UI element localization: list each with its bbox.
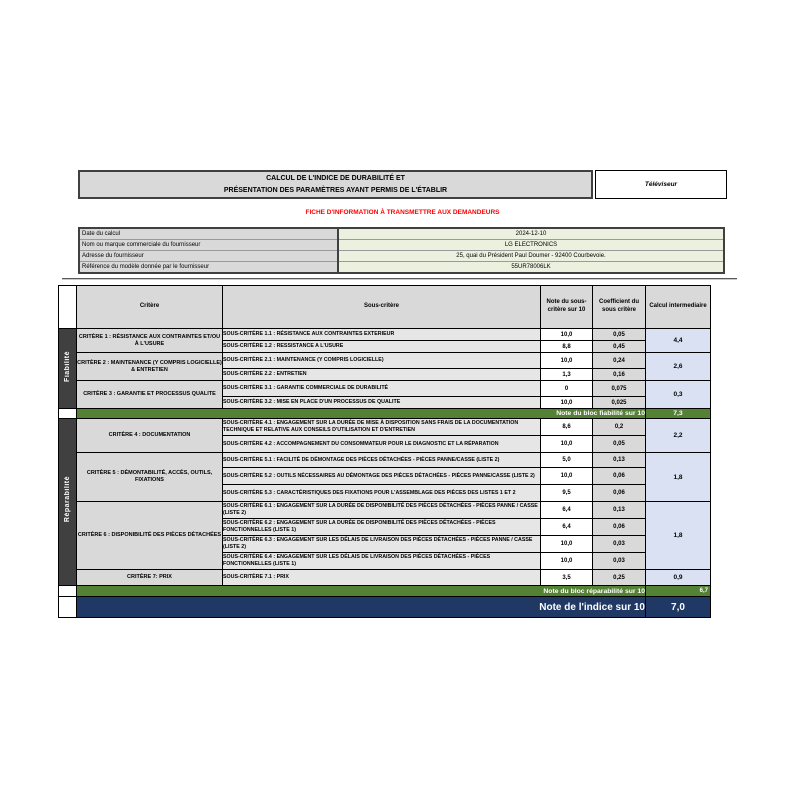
table-row: [59, 329, 711, 341]
subcriterion-cell-3-1: SOUS-CRITÈRE 3.1 : GARANTIE COMMERCIALE DE DURABILITÉ: [223, 381, 541, 397]
subcriterion-cell-6-3: SOUS-CRITÈRE 6.3 : ENGAGEMENT SUR LES DÉLAIS DE LIVRAISON DES PIÈCES DÉTACHÉES - PIÈCES PANNE / CASSE (LISTE 2): [223, 536, 541, 553]
subcriterion-cell-4-2: SOUS-CRITÈRE 4.2 : ACCOMPAGNEMENT DU CONSOMMATEUR POUR LE DIAGNOSTIC ET LA RÉPARATION: [223, 436, 541, 453]
coeff-cell-6-3: 0,03: [593, 536, 646, 553]
note-cell-2-1: 10,0: [541, 353, 593, 369]
coeff-cell-6-1: 0,13: [593, 502, 646, 519]
supplier-info-table: [78, 227, 725, 274]
subcriterion-cell-5-2: SOUS-CRITÈRE 5.2 : OUTILS NÉCESSAIRES AU DÉMONTAGE DES PIÈCES DÉTACHÉES - PIÈCES PANNE/CASSE (LISTE 2): [223, 468, 541, 485]
index-score-label: Note de l'indice sur 10: [77, 597, 646, 618]
fiabilite-vertical-text: Fiabilité: [64, 350, 71, 382]
note-cell-1-2: 8,8: [541, 341, 593, 353]
reparabilite-vertical-text: Réparabilité: [64, 476, 71, 523]
page-title: [78, 170, 593, 199]
fiabilite-block-label: [59, 329, 77, 409]
note-cell-5-2: 10,0: [541, 468, 593, 485]
calc-cell-1: 4,4: [646, 329, 711, 353]
table-row: [79, 262, 724, 274]
coeff-cell-7-1: 0,25: [593, 570, 646, 586]
table-row: [79, 251, 724, 262]
subcriterion-cell-6-1: SOUS-CRITÈRE 6.1 : ENGAGEMENT SUR LA DURÉE DE DISPONIBILITÉ DES PIÈCES DÉTACHÉES - PIÈCES PANNE / CASSE (LISTE 2): [223, 502, 541, 519]
subcriterion-cell-2-1: SOUS-CRITÈRE 2.1 : MAINTENANCE (Y COMPRIS LOGICIELLE): [223, 353, 541, 369]
info-label-model-ref: Référence du modèle donnée par le fournisseur: [79, 262, 338, 274]
criterion-cell-2: CRITÈRE 2 : MAINTENANCE (Y COMPRIS LOGICIELLE) & ENTRETIEN: [77, 353, 223, 381]
note-cell-6-3: 10,0: [541, 536, 593, 553]
subcriterion-cell-5-3: SOUS-CRITÈRE 5.3 : CARACTÉRISTIQUES DES FIXATIONS POUR L'ASSEMBLAGE DES PIÈCES DES LISTES 1 ET 2: [223, 485, 541, 502]
product-type-box: [595, 170, 727, 199]
subcriterion-cell-4-1: SOUS-CRITÈRE 4.1 : ENGAGEMENT SUR LA DURÉE DE MISE À DISPOSITION SANS FRAIS DE LA DOCUMENTATION TECHNIQUE ET RELATIVE AUX CONSEILS D'UTILISATION ET D'ENTRETIEN: [223, 419, 541, 436]
note-cell-7-1: 3,5: [541, 570, 593, 586]
page-title-line1: CALCUL DE L'INDICE DE DURABILITÉ ET: [266, 174, 405, 182]
note-cell-6-2: 6,4: [541, 519, 593, 536]
coeff-cell-5-3: 0,06: [593, 485, 646, 502]
table-header-row: [59, 286, 711, 329]
calc-cell-3: 0,3: [646, 381, 711, 409]
note-cell-4-1: 8,6: [541, 419, 593, 436]
spacer-cell: [59, 409, 77, 419]
subcriterion-cell-1-1: SOUS-CRITÈRE 1.1 : RÉSISTANCE AUX CONTRAINTES EXTERIEUR: [223, 329, 541, 341]
table-row: [59, 353, 711, 369]
fiabilite-score-row: [59, 409, 711, 419]
note-cell-2-2: 1,3: [541, 369, 593, 381]
col-header-calcul: Calcul intermediaire: [646, 286, 711, 329]
note-cell-6-4: 10,0: [541, 553, 593, 570]
spacer-cell: [59, 586, 77, 597]
index-score-value: 7,0: [646, 597, 711, 618]
title-bar: [78, 170, 727, 199]
coeff-cell-1-1: 0,05: [593, 329, 646, 341]
calc-cell-2: 2,6: [646, 353, 711, 381]
fiabilite-score-value: 7,3: [646, 409, 711, 419]
reparabilite-score-label: Note du bloc réparabilité sur 10: [77, 586, 646, 597]
coeff-cell-4-2: 0,05: [593, 436, 646, 453]
coeff-cell-2-2: 0,16: [593, 369, 646, 381]
page-title-line2: PRÉSENTATION DES PARAMÈTRES AYANT PERMIS DE L'ÉTABLIR: [223, 186, 448, 194]
criterion-cell-6: CRITÈRE 6 : DISPONIBILITÉ DES PIÈCES DÉTACHÉES: [77, 502, 223, 570]
note-cell-4-2: 10,0: [541, 436, 593, 453]
table-row: [79, 240, 724, 251]
table-row: [59, 453, 711, 468]
note-cell-3-2: 10,0: [541, 397, 593, 409]
coeff-cell-4-1: 0,2: [593, 419, 646, 436]
info-label-supplier-address: Adresse du fournisseur: [79, 251, 338, 262]
subcriterion-cell-1-2: SOUS-CRITÈRE 1.2 : RESSISTANCE A L'USURE: [223, 341, 541, 353]
table-row: [59, 419, 711, 436]
calc-cell-4: 2,2: [646, 419, 711, 453]
table-row: [59, 381, 711, 397]
col-header-critere: Critère: [77, 286, 223, 329]
table-row: [79, 228, 724, 240]
note-cell-3-1: 0: [541, 381, 593, 397]
subcriterion-cell-3-2: SOUS-CRITÈRE 3.2 : MISE EN PLACE D'UN PROCESSUS DE QUALITE: [223, 397, 541, 409]
info-value-model-ref: 55UR78006LK: [338, 262, 724, 274]
info-value-supplier-address: 25, quai du Président Paul Doumer - 92400 Courbevoie.: [338, 251, 724, 262]
index-score-row: [59, 597, 711, 618]
fiabilite-score-label: Note du bloc fiabilité sur 10: [77, 409, 646, 419]
calc-cell-6: 1,8: [646, 502, 711, 570]
note-cell-5-1: 5,0: [541, 453, 593, 468]
criteria-table-wrap: [58, 285, 711, 618]
coeff-cell-5-2: 0,06: [593, 468, 646, 485]
subcriterion-cell-7-1: SOUS-CRITÈRE 7.1 : PRIX: [223, 570, 541, 586]
subcriterion-cell-5-1: SOUS-CRITÈRE 5.1 : FACILITÉ DE DÉMONTAGE DES PIÈCES DÉTACHÉES - PIÈCES PANNE/CASSE (LISTE 2): [223, 453, 541, 468]
calc-cell-5: 1,8: [646, 453, 711, 502]
info-sheet-subtitle: FICHE D'INFORMATION À TRANSMETTRE AUX DEMANDEURS: [305, 209, 500, 216]
criterion-cell-5: CRITÈRE 5 : DÉMONTABILITÉ, ACCÈS, OUTILS, FIXATIONS: [77, 453, 223, 502]
coeff-cell-6-2: 0,06: [593, 519, 646, 536]
calc-cell-7: 0,9: [646, 570, 711, 586]
col-header-coefficient: Coefficient du sous critère: [593, 286, 646, 329]
coeff-cell-3-1: 0,075: [593, 381, 646, 397]
coeff-cell-1-2: 0,45: [593, 341, 646, 353]
spacer-cell: [59, 286, 77, 329]
note-cell-5-3: 9,5: [541, 485, 593, 502]
reparabilite-score-row: [59, 586, 711, 597]
spacer-cell: [59, 597, 77, 618]
criterion-cell-3: CRITÈRE 3 : GARANTIE ET PROCESSUS QUALITE: [77, 381, 223, 409]
note-cell-1-1: 10,0: [541, 329, 593, 341]
subcriterion-cell-2-2: SOUS-CRITÈRE 2.2 : ENTRETIEN: [223, 369, 541, 381]
criterion-cell-1: CRITÈRE 1 : RÉSISTANCE AUX CONTRAINTES ET/OU À L'USURE: [77, 329, 223, 353]
subcriterion-cell-6-2: SOUS-CRITÈRE 6.2 : ENGAGEMENT SUR LA DURÉE DE DISPONIBILITÉ DES PIÈCES DÉTACHÉES - PIÈCES FONCTIONNELLES (LISTE 1): [223, 519, 541, 536]
info-label-supplier-name: Nom ou marque commerciale du fournisseur: [79, 240, 338, 251]
coeff-cell-2-1: 0,24: [593, 353, 646, 369]
table-row: [59, 570, 711, 586]
col-header-sous-critere: Sous-critère: [223, 286, 541, 329]
info-value-date: 2024-12-10: [338, 228, 724, 240]
coeff-cell-5-1: 0,13: [593, 453, 646, 468]
coeff-cell-3-2: 0,025: [593, 397, 646, 409]
note-cell-6-1: 6,4: [541, 502, 593, 519]
criteria-table: [58, 285, 711, 618]
table-row: [59, 502, 711, 519]
subcriterion-cell-6-4: SOUS-CRITÈRE 6.4 : ENGAGEMENT SUR LES DÉLAIS DE LIVRAISON DES PIÈCES DÉTACHÉES - PIÈCES FONCTIONNELLES (LISTE 1): [223, 553, 541, 570]
info-value-supplier-name: LG ELECTRONICS: [338, 240, 724, 251]
info-label-date: Date du calcul: [79, 228, 338, 240]
criterion-cell-7: CRITÈRE 7: PRIX: [77, 570, 223, 586]
criterion-cell-4: CRITÈRE 4 : DOCUMENTATION: [77, 419, 223, 453]
coeff-cell-6-4: 0,03: [593, 553, 646, 570]
divider-line: [62, 278, 737, 280]
reparabilite-block-label: [59, 419, 77, 586]
reparabilite-score-value: 6,7: [646, 586, 711, 597]
product-type-label: Téléviseur: [644, 181, 678, 188]
col-header-note: Note du sous-critère sur 10: [541, 286, 593, 329]
